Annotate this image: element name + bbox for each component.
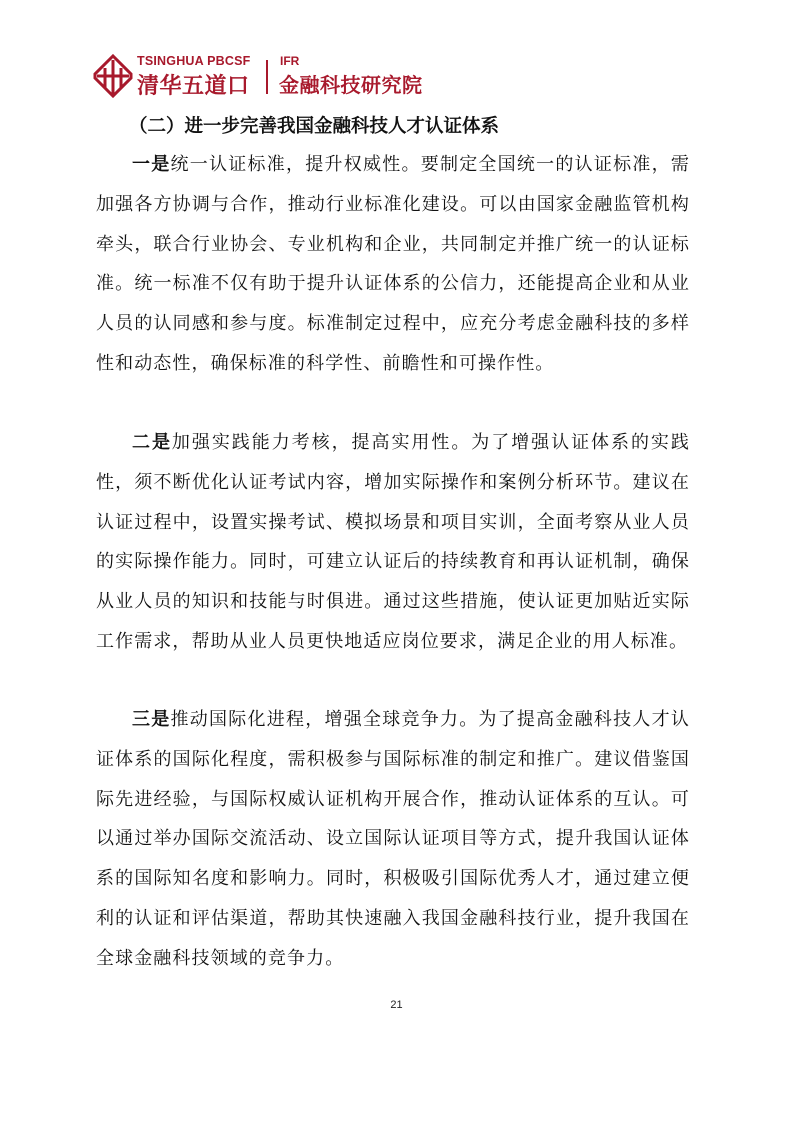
paragraph-2: [96, 423, 690, 662]
tsinghua-pbcsf-logo-icon: [93, 54, 133, 98]
brand-name-en: TSINGHUA PBCSF: [137, 54, 251, 68]
institute-name-en: IFR: [280, 54, 300, 68]
header-divider: [266, 60, 268, 94]
paragraph-lead: 一是: [132, 154, 171, 175]
paragraph-3: [96, 700, 690, 979]
institute-name-cn: 金融科技研究院: [279, 73, 423, 97]
paragraph-lead: 三是: [132, 709, 171, 730]
brand-name-cn: 清华五道口: [137, 74, 250, 99]
paragraph-body: 加强实践能力考核，提高实用性。为了增强认证体系的实践性，须不断优化认证考试内容，增加实际操作和案例分析环节。建议在认证过程中，设置实操考试、模拟场景和项目实训，全面考察从业人员的实际操作能力。同时，可建立认证后的持续教育和再认证机制，确保从业人员的知识和技能与时俱进。通过这些措施，使认证更加贴近实际工作需求，帮助从业人员更快地适应岗位要求，满足企业的用人标准。: [96, 432, 690, 652]
paragraph-body: 统一认证标准，提升权威性。要制定全国统一的认证标准，需加强各方协调与合作，推动行业标准化建设。可以由国家金融监管机构牵头，联合行业协会、专业机构和企业，共同制定并推广统一的认证标准。统一标准不仅有助于提升认证体系的公信力，还能提高企业和从业人员的认同感和参与度。标准制定过程中，应充分考虑金融科技的多样性和动态性，确保标准的科学性、前瞻性和可操作性。: [96, 154, 690, 374]
paragraph-lead: 二是: [132, 432, 172, 453]
paragraph-1: [96, 145, 690, 384]
section-title: （二）进一步完善我国金融科技人才认证体系: [129, 116, 500, 137]
page-number: 21: [390, 999, 403, 1011]
paragraph-body: 推动国际化进程，增强全球竞争力。为了提高金融科技人才认证体系的国际化程度，需积极参与国际标准的制定和推广。建议借鉴国际先进经验，与国际权威认证机构开展合作，推动认证体系的互认。可以通过举办国际交流活动、设立国际认证项目等方式，提升我国认证体系的国际知名度和影响力。同时，积极吸引国际优秀人才，通过建立便利的认证和评估渠道，帮助其快速融入我国金融科技行业，提升我国在全球金融科技领域的竞争力。: [96, 709, 690, 969]
